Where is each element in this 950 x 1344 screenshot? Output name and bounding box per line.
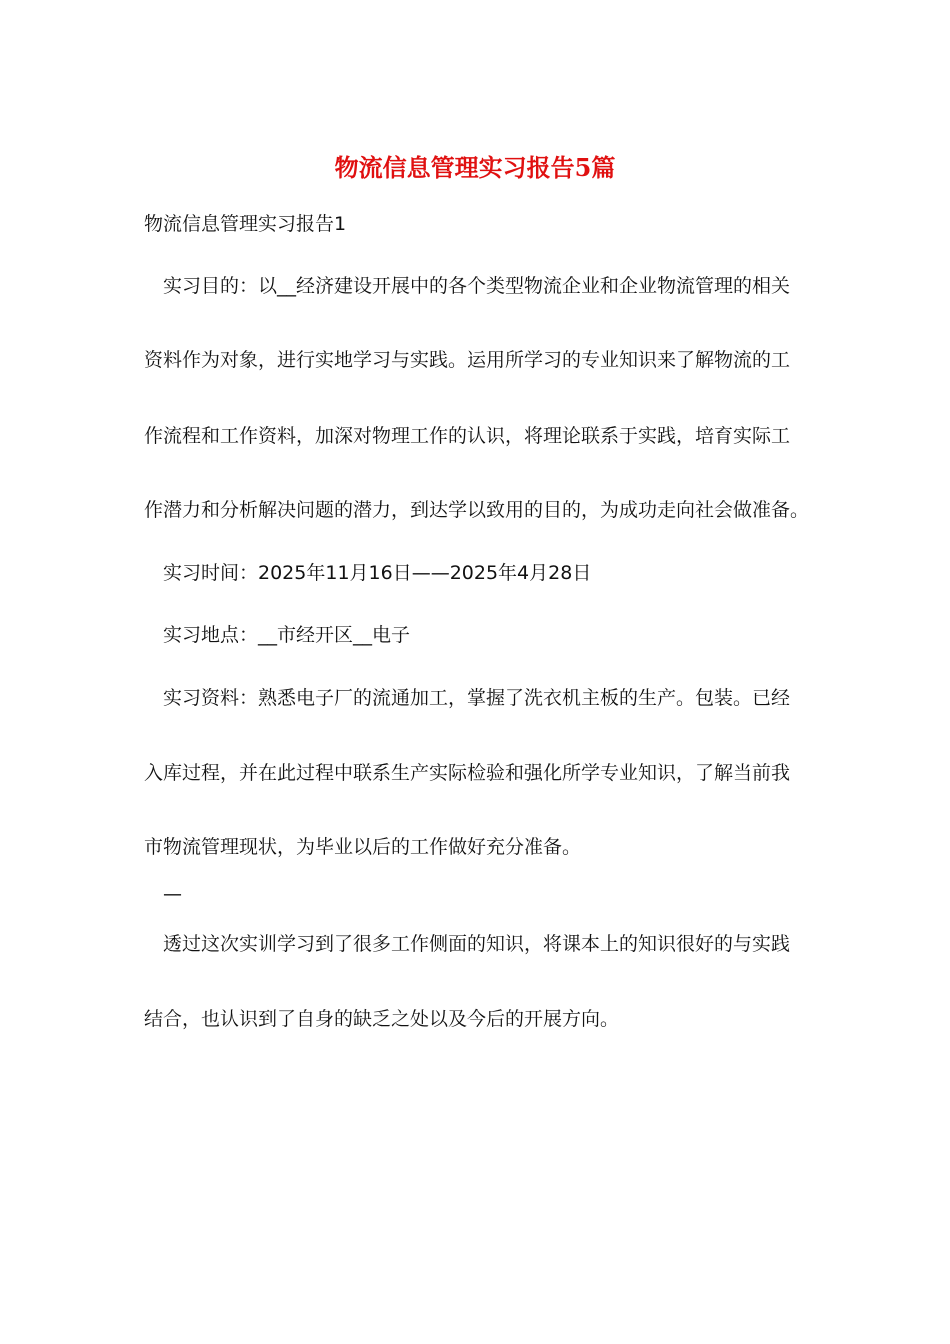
paragraph-line: 作流程和工作资料，加深对物理工作的认识，将理论联系于实践，培育实际工 (144, 425, 791, 447)
paragraph-line: 入库过程，并在此过程中联系生产实际检验和强化所学专业知识，了解当前我 (144, 762, 791, 784)
document-title: 物流信息管理实习报告5篇 (334, 153, 616, 182)
paragraph-line: 资料作为对象，进行实地学习与实践。运用所学习的专业知识来了解物流的工 (144, 349, 791, 371)
paragraph-line: 结合，也认识到了自身的缺乏之处以及今后的开展方向。 (144, 1008, 620, 1030)
paragraph-line: 实习目的：以__经济建设开展中的各个类型物流企业和企业物流管理的相关 (163, 275, 791, 297)
internship-location: 实习地点：__市经开区__电子 (163, 624, 411, 646)
section-dash: — (163, 883, 182, 905)
internship-time: 实习时间：2025年11月16日——2025年4月28日 (163, 562, 592, 584)
paragraph-line: 市物流管理现状，为毕业以后的工作做好充分准备。 (144, 836, 582, 858)
paragraph-line: 作潜力和分析解决问题的潜力，到达学以致用的目的，为成功走向社会做准备。 (144, 499, 810, 521)
paragraph-line: 透过这次实训学习到了很多工作侧面的知识，将课本上的知识很好的与实践 (163, 933, 791, 955)
paragraph-line: 实习资料：熟悉电子厂的流通加工，掌握了洗衣机主板的生产。包装。已经 (163, 687, 791, 709)
document-subtitle: 物流信息管理实习报告1 (144, 213, 347, 235)
